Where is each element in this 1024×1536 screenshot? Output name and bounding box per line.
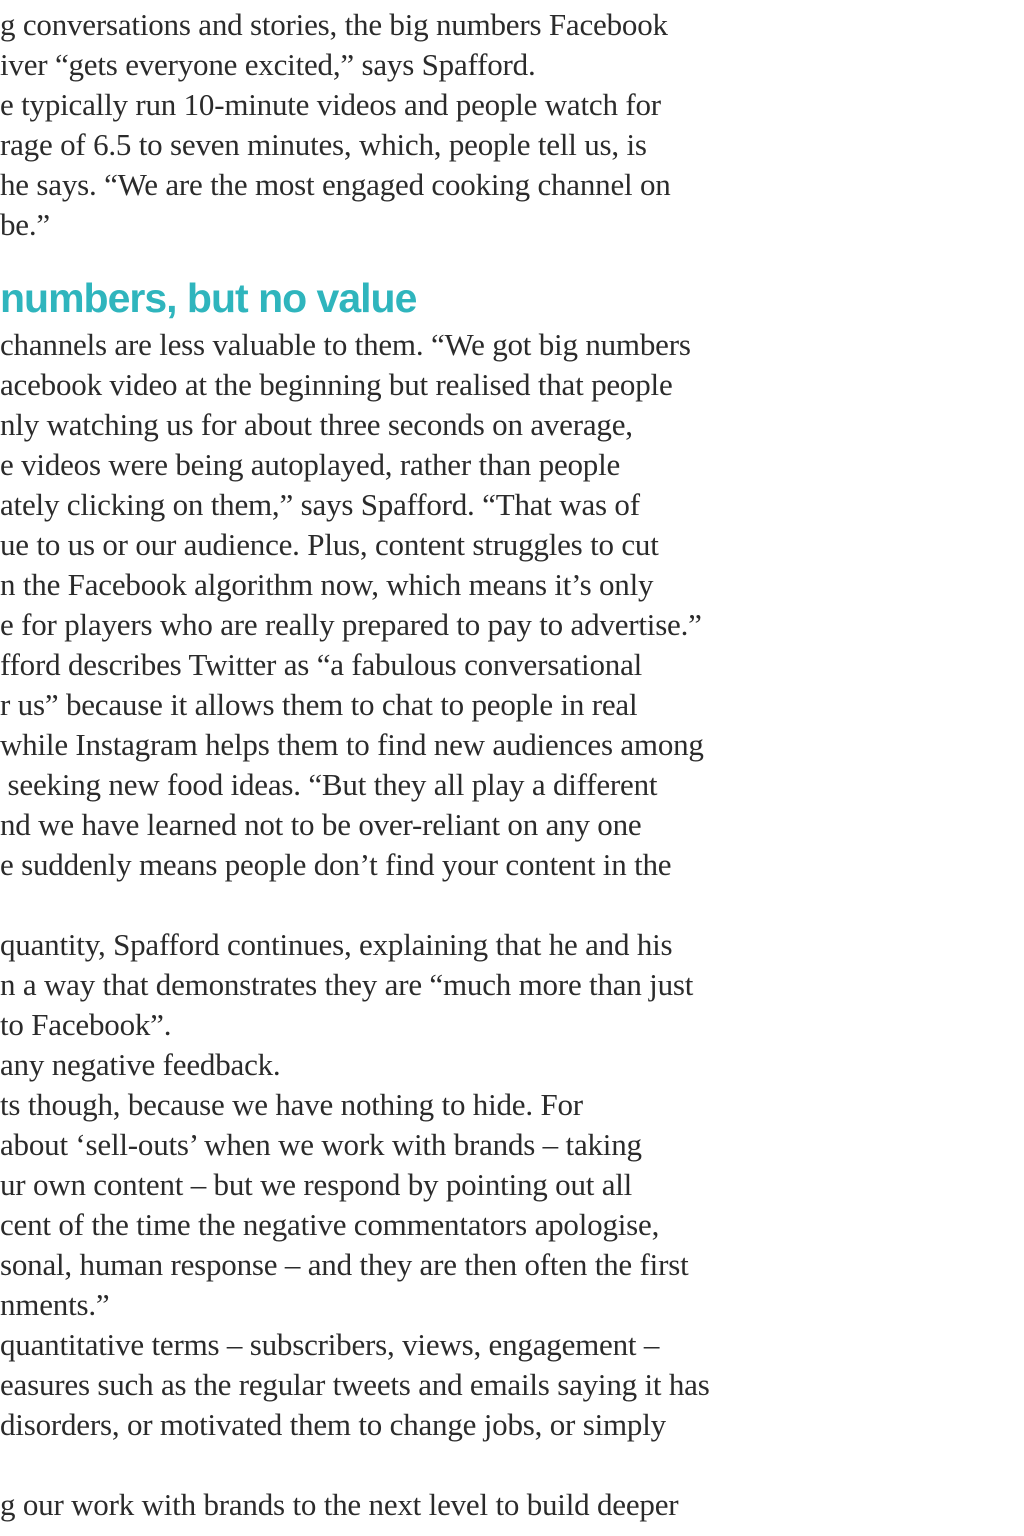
body-text-line: fford describes Twitter as “a fabulous conversational [0,647,643,682]
body-text-line: rage of 6.5 to seven minutes, which, people tell us, is [0,127,647,162]
body-text-line: ur own content – but we respond by pointing out all [0,1167,633,1202]
body-text-line: ately clicking on them,” says Spafford. “That was of [0,487,640,522]
body-text-line: channels are less valuable to them. “We got big numbers [0,327,691,362]
body-text-line: to Facebook”. [0,1007,172,1042]
body-text-line: g our work with brands to the next level to build deeper [0,1487,679,1522]
body-text-line: nments.” [0,1287,110,1322]
body-text-line: seeking new food ideas. “But they all play a different [0,767,658,802]
body-text-line: easures such as the regular tweets and emails saying it has [0,1367,710,1402]
body-text-line: n the Facebook algorithm now, which means it’s only [0,567,654,602]
body-text-line: acebook video at the beginning but realised that people [0,367,673,402]
body-text-line: be.” [0,207,50,242]
body-text-line: e suddenly means people don’t find your content in the [0,847,672,882]
body-text-line: any negative feedback. [0,1047,281,1082]
body-text-line: disorders, or motivated them to change jobs, or simply [0,1407,666,1442]
body-text-line: quantitative terms – subscribers, views, engagement – [0,1327,660,1362]
body-text-line: ts though, because we have nothing to hide. For [0,1087,583,1122]
body-text-line: quantity, Spafford continues, explaining that he and his [0,927,673,962]
body-text-line: nd we have learned not to be over-reliant on any one [0,807,642,842]
body-text-line: e typically run 10-minute videos and people watch for [0,87,661,122]
body-text-line: r us” because it allows them to chat to people in real [0,687,638,722]
body-text-line: iver “gets everyone excited,” says Spafford. [0,47,536,82]
body-text-line: sonal, human response – and they are then often the first [0,1247,689,1282]
body-text-line: e videos were being autoplayed, rather than people [0,447,621,482]
body-text-line: g conversations and stories, the big numbers Facebook [0,7,668,42]
body-text-line: cent of the time the negative commentators apologise, [0,1207,660,1242]
body-text-line: while Instagram helps them to find new audiences among [0,727,704,762]
body-text-line: e for players who are really prepared to pay to advertise.” [0,607,702,642]
body-text-line: about ‘sell-outs’ when we work with brands – taking [0,1127,642,1162]
body-text-line: n a way that demonstrates they are “much more than just [0,967,694,1002]
body-text-line: ue to us or our audience. Plus, content struggles to cut [0,527,659,562]
body-text-line: he says. “We are the most engaged cooking channel on [0,167,671,202]
section-heading: numbers, but no value [0,275,417,321]
body-text-line: nly watching us for about three seconds on average, [0,407,633,442]
